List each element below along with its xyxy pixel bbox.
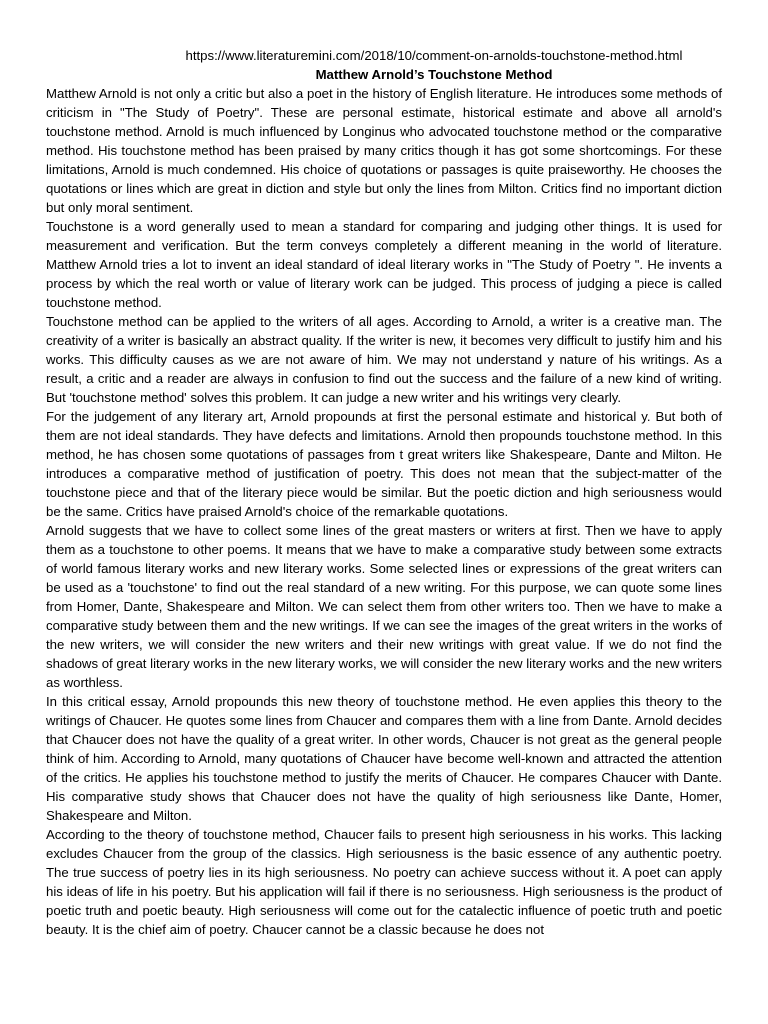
paragraph-writers-of-all-ages: Touchstone method can be applied to the writers of all ages. According to Arnold, a writer is a creative man. The creativity of a writer is basically an abstract quality. If the writer is new, it becomes very difficult to justify him and his works. This difficulty causes as we are not aware of him. We may not understand y nature of his writings. As a result, a critic and a reader are always in confusion to find out the success and the failure of a new kind of writing. But 'touchstone method' solves this problem. It can judge a new writer and his writings very clearly.	[46, 314, 722, 405]
paragraph-high-seriousness: According to the theory of touchstone method, Chaucer fails to present high seriousness in his works. This lacking excludes Chaucer from the group of the classics. High seriousness is the basic essence of any authentic poetry. The true success of poetry lies in its high seriousness. No poetry can achieve success without it. A poet can apply his ideas of life in his poetry. But his application will fail if there is no seriousness. High seriousness is the product of poetic truth and poetic beauty. High seriousness will come out for the catalectic influence of poetic truth and poetic beauty. It is the chief aim of poetry. Chaucer cannot be a classic because he does not	[46, 827, 722, 937]
paragraph-judgement: For the judgement of any literary art, Arnold propounds at first the personal estimate and historical y. But both of them are not ideal standards. They have defects and limitations. Arnold then propounds touchstone method. In this method, he has chosen some quotations of passages from t great writers like Shakespeare, Dante and Milton. He introduces a comparative method of justification of poetry. This does not mean that the subject-matter of the touchstone piece and that of the literary piece would be similar. But the poetic diction and high seriousness would be the same. Critics have praised Arnold's choice of the remarkable quotations.	[46, 409, 722, 519]
document-title: Matthew Arnold’s Touchstone Method	[315, 67, 553, 82]
document-page	[46, 46, 722, 939]
paragraph-chaucer: In this critical essay, Arnold propounds this new theory of touchstone method. He even applies this theory to the writings of Chaucer. He quotes some lines from Chaucer and compares them with a line from Dante. Arnold decides that Chaucer does not have the quality of a great writer. In other words, Chaucer is not great as the general people think of him. According to Arnold, many quotations of Chaucer have become well-known and attracted the attention of the critics. He applies his touchstone method to justify the merits of Chaucer. He compares Chaucer with Dante. His comparative study shows that Chaucer does not have the quality of high seriousness like Dante, Homer, Shakespeare and Milton.	[46, 694, 722, 823]
paragraph-collect-lines: Arnold suggests that we have to collect some lines of the great masters or writers at first. Then we have to apply them as a touchstone to other poems. It means that we have to make a comparative study between some extracts of world famous literary works and new literary works. Some selected lines or expressions of the great writers can be used as a 'touchstone' to find out the real standard of a new writing. For this purpose, we can quote some lines from Homer, Dante, Shakespeare and Milton. We can select them from other writers too. Then we have to make a comparative study between them and the new writings. If we can see the images of the great writers in the works of the new writers, we will consider the new writers and their new writings with great value. If we do not find the shadows of great literary works in the new literary works, we will consider the new literary works and the new writers as worthless.	[46, 523, 722, 690]
paragraph-intro: Matthew Arnold is not only a critic but also a poet in the history of English literature. He introduces some methods of criticism in "The Study of Poetry". These are personal estimate, historical estimate and above all arnold's touchstone method. Arnold is much influenced by Longinus who advocated touchstone method or the comparative method. His touchstone method has been praised by many critics though it has got some shortcomings. For these limitations, Arnold is much condemned. His choice of quotations or passages is quite praiseworthy. He chooses the quotations or lines which are great in diction and style but only the lines from Milton. Critics find no important diction but only moral sentiment.	[46, 86, 722, 215]
source-url: https://www.literaturemini.com/2018/10/comment-on-arnolds-touchstone-method.html	[185, 48, 683, 63]
paragraph-touchstone-definition: Touchstone is a word generally used to mean a standard for comparing and judging other things. It is used for measurement and verification. But the term conveys completely a different meaning in the world of literature. Matthew Arnold tries a lot to invent an ideal standard of ideal literary works in "The Study of Poetry ". He invents a process by which the real worth or value of literary work can be judged. This process of judging a piece is called touchstone method.	[46, 219, 722, 310]
